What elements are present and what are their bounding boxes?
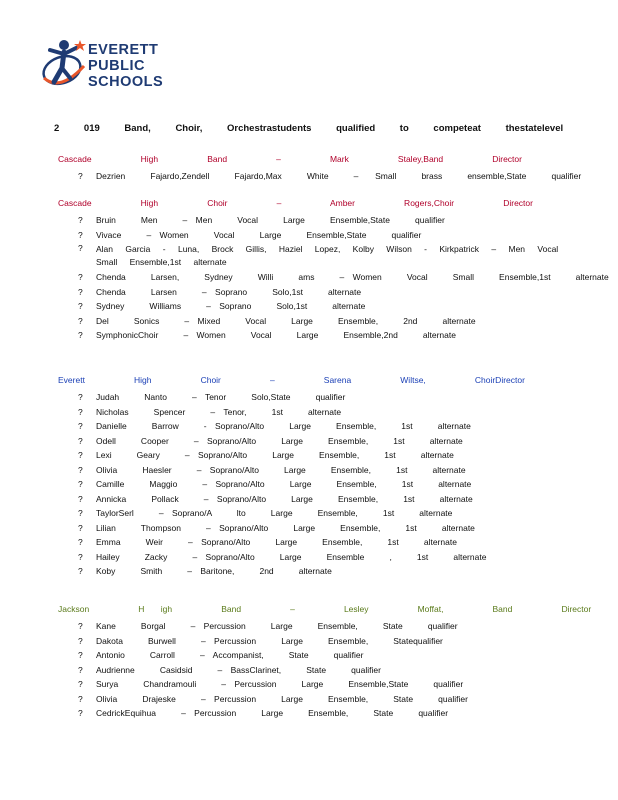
bullet-icon: ? bbox=[78, 508, 83, 518]
logo bbox=[40, 36, 170, 96]
list-item bbox=[58, 535, 568, 550]
section-jackson-band bbox=[58, 602, 592, 721]
bullet-icon: ? bbox=[78, 229, 83, 240]
item-text: Bruin Men – Men Vocal Large Ensemble,State qualifier bbox=[96, 215, 445, 225]
item-text: Chenda Larsen – Soprano Solo,1st alternate bbox=[96, 286, 362, 297]
bullet-icon: ? bbox=[78, 315, 83, 326]
item-text: Alan Garcia - Luna, Brock Gillis, Haziel Lopez, Kolby Wilson - Kirkpatrick – Men Vocal Small Ensemble,1st alternate bbox=[96, 244, 559, 267]
list-item bbox=[58, 477, 568, 492]
list-item bbox=[58, 492, 568, 507]
item-text: CedrickEquihua – Percussion Large Ensemble, State qualifier bbox=[96, 708, 449, 718]
section-heading: Cascade High Choir – Amber Rogers,Choir Director bbox=[58, 198, 533, 208]
list-item bbox=[58, 677, 568, 692]
item-text: Chenda Larsen, Sydney Willi ams – Women Vocal Small Ensemble,1st alternate bbox=[96, 272, 609, 282]
student-list bbox=[58, 390, 568, 579]
section-heading: Jackson H igh Band – Lesley Moffat, Band Director bbox=[58, 604, 592, 614]
logo-line-2: PUBLIC bbox=[88, 58, 145, 74]
bullet-icon: ? bbox=[78, 551, 83, 562]
item-text: Hailey Zacky – Soprano/Alto Large Ensemble , 1st alternate bbox=[96, 551, 487, 562]
item-text: Olivia Drajeske – Percussion Large Ensemble, State qualifier bbox=[96, 693, 468, 704]
list-item bbox=[58, 692, 568, 707]
bullet-icon: ? bbox=[78, 301, 83, 311]
list-item bbox=[58, 314, 568, 329]
list-item bbox=[58, 242, 568, 270]
section-heading: Cascade High Band – Mark Staley,Band Director bbox=[58, 154, 522, 164]
item-text: Annicka Pollack – Soprano/Alto Large Ensemble, 1st alternate bbox=[96, 493, 473, 504]
list-item bbox=[58, 619, 568, 634]
bullet-icon: ? bbox=[78, 522, 83, 533]
bullet-icon: ? bbox=[78, 171, 83, 181]
list-item bbox=[58, 663, 568, 678]
bullet-icon: ? bbox=[78, 493, 83, 504]
item-text: Camille Maggio – Soprano/Alto Large Ensemble, 1st alternate bbox=[96, 479, 472, 489]
item-text: TaylorSerl – Soprano/A lto Large Ensemble, 1st alternate bbox=[96, 508, 453, 518]
list-item bbox=[58, 463, 568, 478]
student-list bbox=[58, 619, 568, 721]
bullet-icon: ? bbox=[78, 566, 83, 576]
document-title: 2 019 Band, Choir, Orchestrastudents qualified to competeat thestatelevel bbox=[54, 123, 564, 134]
item-text: Dezrien Fajardo,Zendell Fajardo,Max White – Small brass ensemble,State qualifier bbox=[96, 171, 582, 181]
logo-wordmark bbox=[88, 42, 163, 90]
section-cascade-choir bbox=[58, 196, 609, 343]
list-item bbox=[58, 299, 568, 314]
item-text: Koby Smith – Baritone, 2nd alternate bbox=[96, 566, 332, 576]
list-item bbox=[58, 390, 568, 405]
running-figure-logo-icon bbox=[40, 36, 88, 94]
list-item bbox=[58, 285, 568, 300]
item-text: Vivace – Women Vocal Large Ensemble,State qualifier bbox=[96, 229, 422, 240]
section-cascade-band bbox=[58, 152, 582, 184]
item-text: Antonio Carroll – Accompanist, State qualifier bbox=[96, 650, 364, 660]
bullet-icon: ? bbox=[78, 664, 83, 675]
item-text: Nicholas Spencer – Tenor, 1st alternate bbox=[96, 406, 342, 417]
bullet-icon: ? bbox=[78, 693, 83, 704]
item-text: Dakota Burwell – Percussion Large Ensemble, Statequalifier bbox=[96, 635, 443, 646]
bullet-icon: ? bbox=[78, 621, 83, 631]
list-item bbox=[58, 550, 568, 565]
list-item bbox=[58, 648, 568, 663]
item-text: SymphonicChoir – Women Vocal Large Ensemble,2nd alternate bbox=[96, 330, 456, 340]
bullet-icon: ? bbox=[78, 479, 83, 489]
student-list bbox=[58, 169, 582, 184]
list-item bbox=[58, 634, 568, 649]
logo-line-3: SCHOOLS bbox=[88, 74, 164, 90]
item-text: Sydney Williams – Soprano Solo,1st alternate bbox=[96, 301, 366, 311]
bullet-icon: ? bbox=[78, 392, 83, 402]
item-text: Lilian Thompson – Soprano/Alto Large Ensemble, 1st alternate bbox=[96, 522, 475, 533]
bullet-icon: ? bbox=[78, 421, 83, 431]
item-text: Danielle Barrow - Soprano/Alto Large Ensemble, 1st alternate bbox=[96, 421, 471, 431]
bullet-icon: ? bbox=[78, 215, 83, 225]
list-item bbox=[58, 419, 568, 434]
bullet-icon: ? bbox=[78, 537, 83, 547]
bullet-icon: ? bbox=[78, 679, 83, 689]
bullet-icon: ? bbox=[78, 435, 83, 446]
list-item bbox=[58, 328, 568, 343]
section-heading: Everett High Choir – Sarena Wiltse, ChoirDirector bbox=[58, 375, 525, 385]
list-item bbox=[58, 228, 568, 243]
item-text: Lexi Geary – Soprano/Alto Large Ensemble, 1st alternate bbox=[96, 450, 454, 460]
list-item bbox=[58, 213, 568, 228]
list-item bbox=[58, 506, 568, 521]
item-text: Kane Borgal – Percussion Large Ensemble, State qualifier bbox=[96, 621, 458, 631]
list-item bbox=[58, 521, 568, 536]
bullet-icon: ? bbox=[78, 286, 83, 297]
list-item bbox=[58, 405, 568, 420]
list-item bbox=[58, 706, 568, 721]
item-text: Audrienne Casidsid – BassClarinet, State qualifier bbox=[96, 664, 381, 675]
section-everett-choir bbox=[58, 373, 568, 579]
logo-line-1: EVERETT bbox=[88, 42, 159, 58]
list-item bbox=[58, 564, 568, 579]
bullet-icon: ? bbox=[78, 243, 83, 253]
student-list bbox=[58, 213, 609, 343]
list-item bbox=[58, 448, 568, 463]
list-item bbox=[58, 270, 609, 285]
bullet-icon: ? bbox=[78, 272, 83, 282]
bullet-icon: ? bbox=[78, 635, 83, 646]
bullet-icon: ? bbox=[78, 650, 83, 660]
item-text: Emma Weir – Soprano/Alto Large Ensemble, 1st alternate bbox=[96, 537, 457, 547]
item-text: Surya Chandramouli – Percussion Large Ensemble,State qualifier bbox=[96, 679, 464, 689]
list-item bbox=[58, 169, 582, 184]
bullet-icon: ? bbox=[78, 330, 83, 340]
item-text: Judah Nanto – Tenor Solo,State qualifier bbox=[96, 392, 346, 402]
item-text: Del Sonics – Mixed Vocal Large Ensemble, 2nd alternate bbox=[96, 315, 476, 326]
bullet-icon: ? bbox=[78, 450, 83, 460]
item-text: Olivia Haesler – Soprano/Alto Large Ensemble, 1st alternate bbox=[96, 464, 466, 475]
item-text: Odell Cooper – Soprano/Alto Large Ensemble, 1st alternate bbox=[96, 435, 463, 446]
list-item bbox=[58, 434, 568, 449]
bullet-icon: ? bbox=[78, 406, 83, 417]
bullet-icon: ? bbox=[78, 464, 83, 475]
bullet-icon: ? bbox=[78, 708, 83, 718]
